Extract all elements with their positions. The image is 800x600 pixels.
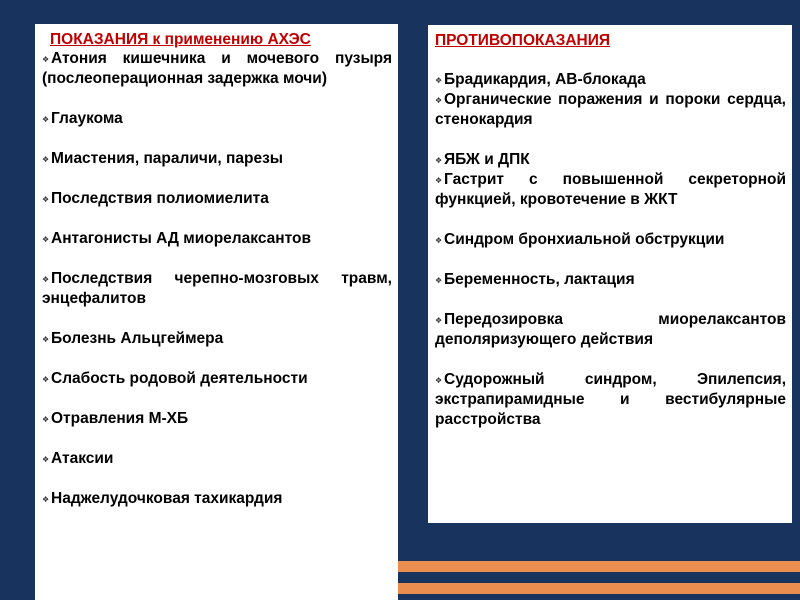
diamond-dots-icon: ❖ xyxy=(435,276,443,285)
indication-item: ❖ Миастения, параличи, парезы xyxy=(42,150,284,167)
contraindication-item: ❖ Органические поражения и пороки сердца, стенокардия xyxy=(435,91,786,128)
contraindication-item: ❖ Судорожный синдром, Эпилепсия, экстрапирамидные и вестибулярные расстройства xyxy=(435,371,786,428)
contraindication-item: ❖ Передозировка миорелаксантов деполяризующего действия xyxy=(435,311,786,348)
diamond-dots-icon: ❖ xyxy=(435,236,443,245)
decorative-stripe-top xyxy=(398,561,800,572)
indication-item: ❖ Последствия черепно-мозговых травм, энцефалитов xyxy=(42,270,392,307)
diamond-dots-icon: ❖ xyxy=(42,115,50,124)
diamond-dots-icon: ❖ xyxy=(42,235,50,244)
diamond-dots-icon: ❖ xyxy=(42,415,50,424)
diamond-dots-icon: ❖ xyxy=(42,335,50,344)
diamond-dots-icon: ❖ xyxy=(42,155,50,164)
indication-item: ❖ Последствия полиомиелита xyxy=(42,190,269,207)
diamond-dots-icon: ❖ xyxy=(435,96,443,105)
indication-item: ❖ Глаукома xyxy=(42,110,123,127)
contraindication-item: ❖ Синдром бронхиальной обструкции xyxy=(435,231,725,248)
diamond-dots-icon: ❖ xyxy=(42,455,50,464)
indications-panel xyxy=(35,24,398,600)
contraindication-item: ❖ Брадикардия, АВ-блокада xyxy=(435,71,646,88)
contraindications-title: ПРОТИВОПОКАЗАНИЯ xyxy=(435,32,611,49)
diamond-dots-icon: ❖ xyxy=(435,376,443,385)
diamond-dots-icon: ❖ xyxy=(435,76,443,85)
contraindications-panel xyxy=(428,25,792,523)
indication-item: ❖ Отравления М-ХБ xyxy=(42,410,189,427)
diamond-dots-icon: ❖ xyxy=(435,176,443,185)
diamond-dots-icon: ❖ xyxy=(42,55,50,64)
contraindication-item: ❖ Беременность, лактация xyxy=(435,271,635,288)
indication-item: ❖ Болезнь Альцгеймера xyxy=(42,330,224,347)
diamond-dots-icon: ❖ xyxy=(42,375,50,384)
indications-title: ПОКАЗАНИЯ к применению АХЭС xyxy=(50,31,311,48)
contraindication-item: ❖ ЯБЖ и ДПК xyxy=(435,151,530,168)
indication-item: ❖ Антагонисты АД миорелаксантов xyxy=(42,230,311,247)
indication-item: ❖ Атония кишечника и мочевого пузыря (послеоперационная задержка мочи) xyxy=(42,50,392,87)
diamond-dots-icon: ❖ xyxy=(42,195,50,204)
diamond-dots-icon: ❖ xyxy=(435,156,443,165)
diamond-dots-icon: ❖ xyxy=(42,275,50,284)
diamond-dots-icon: ❖ xyxy=(42,495,50,504)
indication-item: ❖ Атаксии xyxy=(42,450,114,467)
contraindication-item: ❖ Гастрит с повышенной секреторной функцией, кровотечение в ЖКТ xyxy=(435,171,786,208)
indication-item: ❖ Наджелудочковая тахикардия xyxy=(42,490,283,507)
diamond-dots-icon: ❖ xyxy=(435,316,443,325)
decorative-stripe-bottom xyxy=(398,583,800,594)
indication-item: ❖ Слабость родовой деятельности xyxy=(42,370,308,387)
